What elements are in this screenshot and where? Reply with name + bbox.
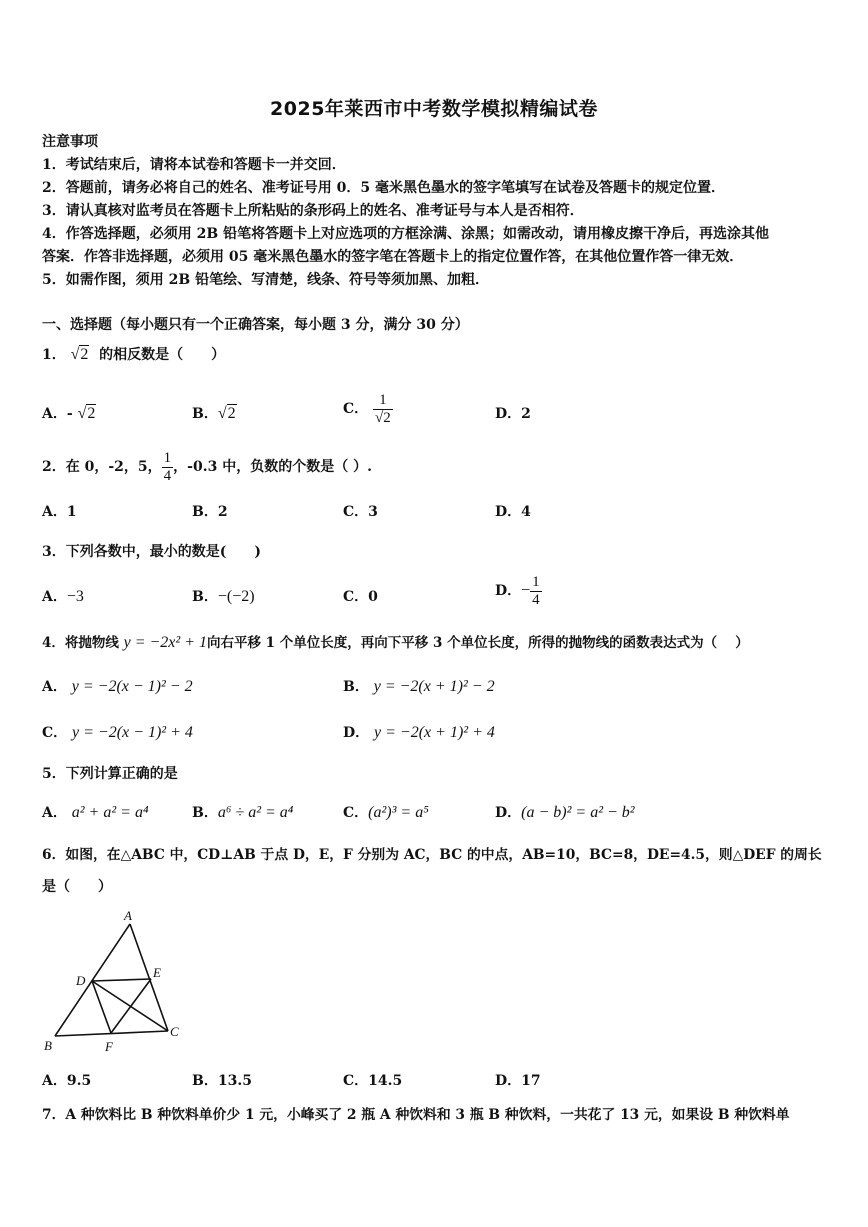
q4-option-d[interactable]: D． y = −2(x + 1)² + 4 xyxy=(343,724,495,741)
q3-option-a[interactable]: A．−3 xyxy=(42,588,84,605)
side-ac xyxy=(130,924,168,1031)
q5-option-a[interactable]: A． a² + a² = a⁴ xyxy=(42,804,149,821)
notice-item-5: 5．如需作图，须用 2B 铅笔绘、写清楚，线条、符号等须加黑、加粗． xyxy=(42,272,490,288)
q3-option-c[interactable]: C．0 xyxy=(343,589,378,605)
q1-option-d[interactable]: D．2 xyxy=(495,406,531,422)
q4-option-a[interactable]: A． y = −2(x − 1)² − 2 xyxy=(42,678,193,695)
q6-option-c[interactable]: C．14.5 xyxy=(343,1073,403,1089)
sqrt-symbol: √2 xyxy=(70,346,89,363)
label-d: D xyxy=(76,973,86,988)
triangle-figure xyxy=(40,906,190,1056)
notice-item-4-cont: 答案．作答非选择题，必须用 05 毫米黑色墨水的签字笔在答题卡上的指定位置作答，在其他位置作答一律无效． xyxy=(42,249,744,265)
question-1: 1． √2 的相反数是（ ） xyxy=(42,346,226,363)
segment-df xyxy=(92,981,111,1033)
q2-option-d[interactable]: D．4 xyxy=(495,504,531,520)
q5-option-b[interactable]: B．a⁶ ÷ a² = a⁴ xyxy=(192,804,294,821)
q1-option-c[interactable]: C． $\frac{1}{√2}$ xyxy=(343,392,391,426)
question-3: 3．下列各数中，最小的数是( ) xyxy=(42,544,261,560)
notice-item-3: 3．请认真核对监考员在答题卡上所粘贴的条形码上的姓名、准考证号与本人是否相符． xyxy=(42,203,584,219)
q6-option-d[interactable]: D．17 xyxy=(495,1073,541,1089)
label-f: F xyxy=(105,1039,113,1054)
question-4: 4．将抛物线 y = −2x² + 1向右平移 1 个单位长度，再向下平移 3 个单位长度，所得的抛物线的函数表达式为（ ） xyxy=(42,634,749,651)
label-a: A xyxy=(124,908,132,923)
segment-ef xyxy=(111,979,151,1033)
question-2: 2．在 0，-2，5， $\frac{1}{4}$ ，-0.3 中，负数的个数是（ ）. xyxy=(42,450,372,484)
label-b: B xyxy=(44,1038,52,1053)
section-heading: 一、选择题（每小题只有一个正确答案，每小题 3 分，满分 30 分） xyxy=(42,317,469,333)
q4-option-c[interactable]: C． y = −2(x − 1)² + 4 xyxy=(42,724,193,741)
q3-option-b[interactable]: B．−(−2) xyxy=(192,588,255,605)
q2-option-c[interactable]: C．3 xyxy=(343,504,378,520)
q5-option-d[interactable]: D．(a − b)² = a² − b² xyxy=(495,804,635,821)
page-title: 2025年莱西市中考数学模拟精编试卷 xyxy=(270,98,598,120)
segment-cd xyxy=(92,981,168,1031)
q1-option-b[interactable]: B．√2 xyxy=(192,405,236,422)
q3-option-d[interactable]: D．− $\frac{1}{4}$ xyxy=(495,574,540,608)
segment-de xyxy=(92,979,151,981)
notice-item-1: 1．考试结束后，请将本试卷和答题卡一并交回． xyxy=(42,157,346,173)
notice-item-4: 4．作答选择题，必须用 2B 铅笔将答题卡上对应选项的方框涂满、涂黑；如需改动，请用橡皮擦干净后，再选涂其他 xyxy=(42,226,770,242)
question-5: 5．下列计算正确的是 xyxy=(42,766,178,782)
label-e: E xyxy=(153,965,161,980)
question-7: 7．A 种饮料比 B 种饮料单价少 1 元，小峰买了 2 瓶 A 种饮料和 3 瓶 B 种饮料，一共花了 13 元，如果设 B 种饮料单 xyxy=(42,1107,790,1123)
q2-option-a[interactable]: A．1 xyxy=(42,504,77,520)
q2-option-b[interactable]: B．2 xyxy=(192,504,228,520)
q4-option-b[interactable]: B． y = −2(x + 1)² − 2 xyxy=(343,678,495,695)
q6-option-a[interactable]: A．9.5 xyxy=(42,1073,92,1089)
q6-option-b[interactable]: B．13.5 xyxy=(192,1073,252,1089)
question-6-cont: 是（ ） xyxy=(42,879,112,895)
label-c: C xyxy=(170,1024,179,1039)
notice-item-2: 2．答题前，请务必将自己的姓名、准考证号用 0．5 毫米黑色墨水的签字笔填写在试卷及答题卡的规定位置． xyxy=(42,180,725,196)
question-6: 6．如图，在△ABC 中，CD⊥AB 于点 D，E，F 分别为 AC，BC 的中点，AB=10，BC=8，DE=4.5，则△DEF 的周长 xyxy=(42,847,822,863)
notice-heading: 注意事项 xyxy=(42,134,98,150)
q1-option-a[interactable]: A．- √2 xyxy=(42,405,96,422)
q5-option-c[interactable]: C．(a²)³ = a⁵ xyxy=(343,804,429,821)
